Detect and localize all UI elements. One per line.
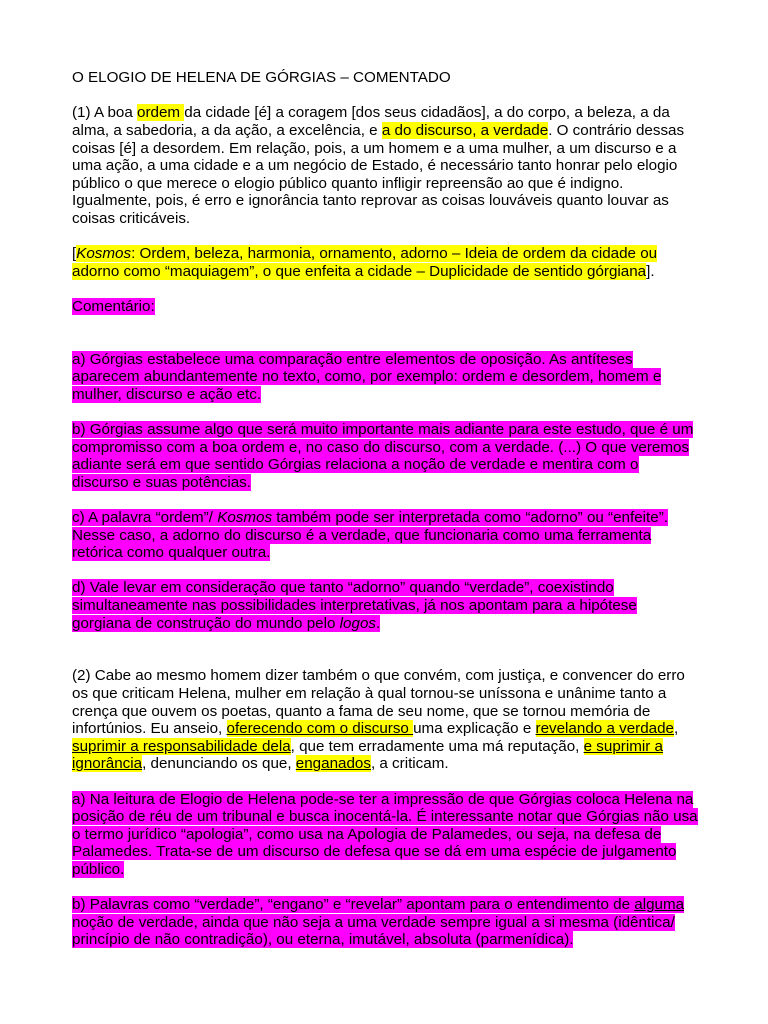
document-body: [72, 69, 698, 966]
kosmos-note-bracket: ].: [646, 262, 655, 280]
paragraph-2: [72, 667, 698, 773]
comment-1a: [72, 351, 698, 404]
comment-1c-text: c) A palavra “ordem”/: [72, 509, 218, 527]
paragraph-1: [72, 104, 698, 227]
paragraph-2-text: ,: [674, 720, 679, 738]
comment-1c-text: também pode ser interpretada como “adorno” ou “enfeite”. Nesse caso, a adorno do discurso é a verdade, que funcionaria como uma ferramenta retórica como qualquer outra.: [72, 509, 668, 562]
comment-1d-text: d) Vale levar em consideração que tanto “adorno” quando “verdade”, coexistindo simultaneamente nas possibilidades interpretativas, já nos apontam para a hipótese gorgiana de construção do mundo pelo: [72, 579, 637, 632]
underlined-alguma: alguma: [634, 896, 685, 914]
highlight-suprimir-responsabilidade: suprimir a responsabilidade dela: [72, 737, 291, 755]
paragraph-2-text: (2) Cabe ao mesmo homem dizer também o que convém, com justiça, e convencer do erro os que criticam Helena, mulher em relação à qual tornou-se uníssona e unânime tanto a crença que ouvem os poetas, quanto a fama de seu nome, que se tornou memória de infortúnios. Eu anseio,: [72, 667, 685, 738]
highlight-ordem: ordem: [137, 104, 185, 122]
highlight-revelando: revelando a verdade: [535, 720, 674, 738]
comment-1b: [72, 421, 698, 491]
paragraph-2-text: uma explicação e: [413, 720, 536, 738]
paragraph-1-text: da cidade [é] a coragem [dos seus cidadãos], a do corpo, a beleza, a da alma, a sabedoria, a da ação, a excelência, e: [72, 104, 670, 139]
kosmos-note: [72, 245, 698, 280]
comment-1d-highlight: [72, 579, 637, 631]
logos-term: logos: [339, 614, 376, 632]
comment-1a-text: a) Górgias estabelece uma comparação entre elementos de oposição. As antíteses aparecem abundantemente no texto, como, por exemplo: ordem e desordem, homem e mulher, discurso e ação etc.: [72, 350, 662, 403]
paragraph-2-text: , denunciando os que,: [142, 755, 296, 773]
paragraph-2-text: , que tem erradamente uma má reputação,: [290, 737, 584, 755]
blank-line: [72, 333, 698, 351]
paragraph-2-text: , a criticam.: [370, 755, 449, 773]
highlight-suprimir-ignorancia: e suprimir a ignorância: [72, 737, 663, 773]
comment-2a: [72, 791, 698, 879]
highlight-enganados: enganados: [295, 755, 371, 773]
comment-2a-text: a) Na leitura de Elogio de Helena pode-se ter a impressão de que Górgias coloca Helena na posição de réu de um tribunal e busca inocentá-la. É interessante notar que Górgias não usa o termo jurídico “apologia”, como usa na Apologia de Palamedes, ou seja, na defesa de Palamedes. Trata-se de um discurso de defesa que se dá em uma espécie de julgamento público.: [72, 790, 698, 878]
document-title: O ELOGIO DE HELENA DE GÓRGIAS – COMENTADO: [72, 69, 451, 86]
comment-1c-highlight: [72, 509, 668, 561]
comment-1c: [72, 509, 698, 562]
comment-2b-text: b) Palavras como “verdade”, “engano” e “revelar” apontam para o entendimento de: [72, 896, 635, 914]
highlight-oferecendo: oferecendo com o discurso: [226, 720, 414, 738]
kosmos-note-text: : Ordem, beleza, harmonia, ornamento, adorno – Ideia de ordem da cidade ou adorno como “maquiagem”, o que enfeita a cidade – Duplicidade de sentido górgiana: [72, 245, 658, 280]
comment-1d: [72, 579, 698, 632]
blank-line: [72, 650, 698, 668]
comment-2b-highlight: [72, 896, 684, 948]
kosmos-note-bracket: [: [72, 245, 77, 263]
comment-2b-text: noção de verdade, ainda que não seja a uma verdade sempre igual a si mesma (idêntica/ princípio de não contradição), ou eterna, imutável, absoluta (parmenídica).: [72, 913, 675, 949]
kosmos-term: Kosmos: [217, 509, 273, 527]
highlight-discurso-verdade: a do discurso, a verdade: [381, 121, 549, 139]
paragraph-1-text: (1) A boa: [72, 104, 138, 122]
comment-2b: [72, 896, 698, 949]
kosmos-note-highlight: [72, 245, 657, 280]
comment-1d-text: .: [375, 614, 381, 632]
comment-label: [72, 298, 698, 316]
comment-label-text: Comentário:: [72, 297, 155, 315]
paragraph-1-text: . O contrário dessas coisas [é] a desordem. Em relação, pois, a um homem e a uma mulher, a um discurso e a uma ação, a uma cidade e a um negócio de Estado, é necessário tanto honrar pelo elogio público o que merece o elogio público quanto infligir repreensão ao que é indigno. Igualmente, pois, é erro e ignorância tanto reprovar as coisas louváveis quanto louvar as coisas criticáveis.: [72, 121, 685, 227]
comment-1b-text: b) Górgias assume algo que será muito importante mais adiante para este estudo, que é um compromisso com a boa ordem e, no caso do discurso, com a verdade. (...) O que veremos adiante será em que sentido Górgias relaciona a noção de verdade e mentira com o discurso e suas potências.: [72, 421, 694, 491]
kosmos-term: Kosmos: [76, 245, 132, 263]
